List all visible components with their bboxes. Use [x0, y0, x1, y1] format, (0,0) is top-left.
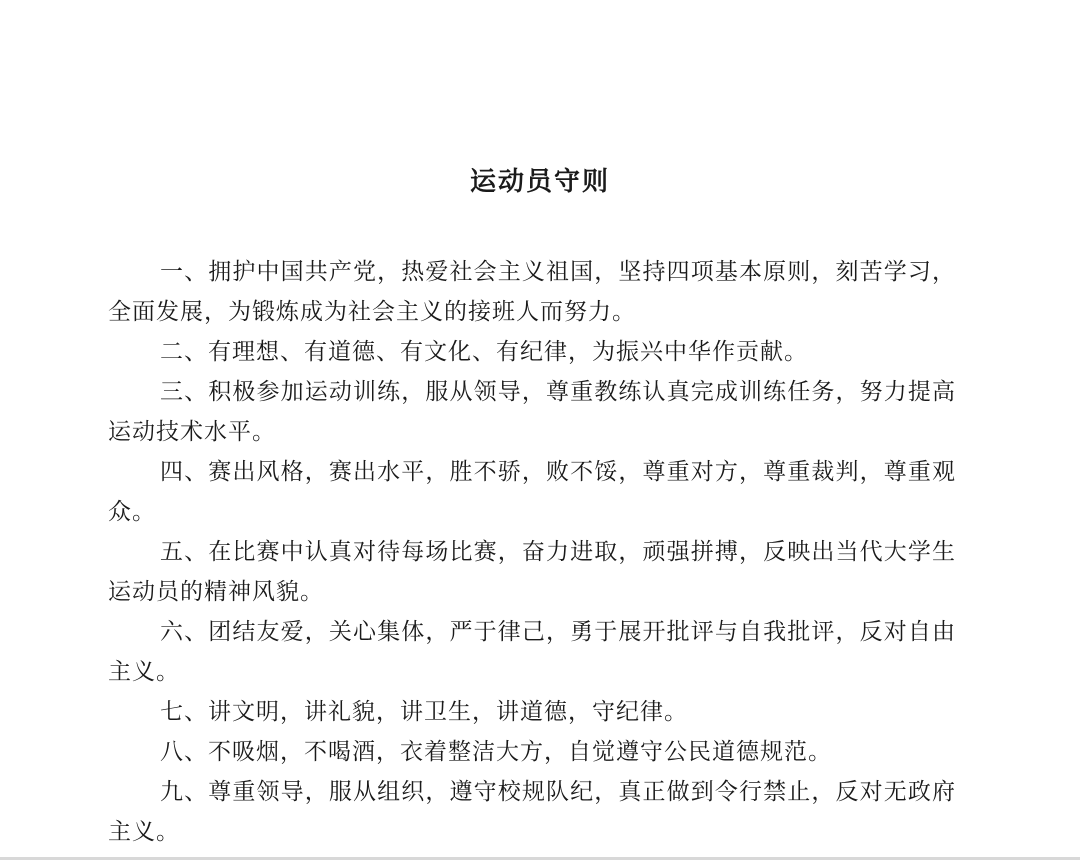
rule-item-1: 一、拥护中国共产党，热爱社会主义祖国，坚持四项基本原则，刻苦学习，全面发展，为锻炼成为社会主义的接班人而努力。 [108, 259, 956, 325]
rule-item-2: 二、有理想、有道德、有文化、有纪律，为振兴中华作贡献。 [160, 339, 808, 365]
document-title: 运动员守则 [469, 167, 610, 197]
rule-item-8: 八、不吸烟，不喝酒，衣着整洁大方，自觉遵守公民道德规范。 [160, 739, 832, 765]
rule-item-7: 七、讲文明，讲礼貌，讲卫生，讲道德，守纪律。 [160, 699, 688, 725]
rule-item-4: 四、赛出风格，赛出水平，胜不骄，败不馁，尊重对方，尊重裁判，尊重观众。 [108, 459, 956, 525]
rule-item-5: 五、在比赛中认真对待每场比赛，奋力进取，顽强拼搏，反映出当代大学生运动员的精神风貌。 [108, 539, 956, 605]
rule-item-9: 九、尊重领导，服从组织，遵守校规队纪，真正做到令行禁止，反对无政府主义。 [108, 779, 956, 845]
rule-item-6: 六、团结友爱，关心集体，严于律己，勇于展开批评与自我批评，反对自由主义。 [108, 619, 956, 685]
rules-list [108, 252, 956, 852]
rule-item-3: 三、积极参加运动训练，服从领导，尊重教练认真完成训练任务，努力提高运动技术水平。 [108, 379, 956, 445]
